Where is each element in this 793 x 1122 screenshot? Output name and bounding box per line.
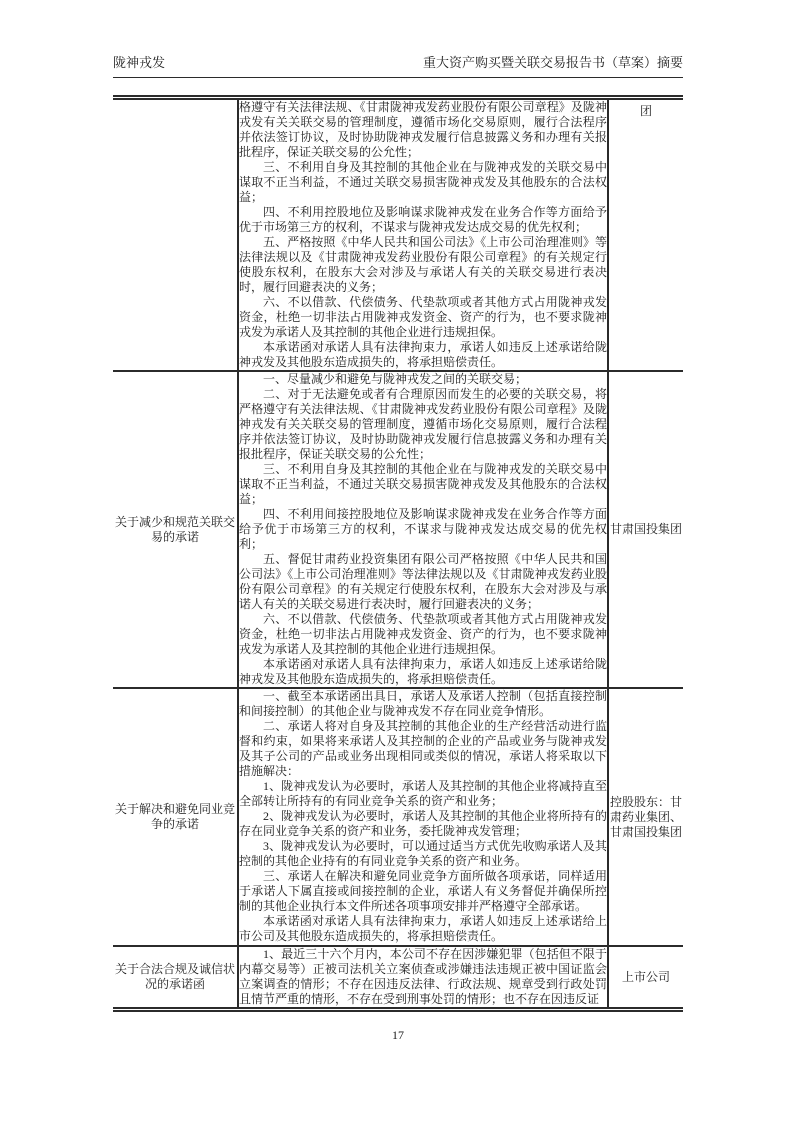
commitment-content-cell <box>238 946 608 1010</box>
header-company-short-name: 陇神戎发 <box>113 55 166 70</box>
commitment-paragraph: 2、陇神戎发认为必要时，承诺人及其控制的其他企业将所持有的存在同业竞争关系的资产和业务，委托陇神戎发管理； <box>239 809 607 838</box>
commitment-paragraph: 六、不以借款、代偿债务、代垫款项或者其他方式占用陇神戎发资金，杜绝一切非法占用陇神戎发资金、资产的行为，也不要求陇神戎发为承诺人及其控制的其他企业进行违规担保。 <box>239 295 607 339</box>
commitment-paragraph: 四、不利用间接控股地位及影响谋求陇神戎发在业务合作等方面给予优于市场第三方的权利，不谋求与陇神戎发达成交易的优先权利； <box>239 507 607 551</box>
commitment-paragraph: 本承诺函对承诺人具有法律拘束力，承诺人如违反上述承诺给陇神戎发及其他股东造成损失的，将承担赔偿责任。 <box>239 657 607 686</box>
commitment-row-horizontal-competition <box>113 688 683 946</box>
commitment-paragraph: 三、承诺人在解决和避免同业竞争方面所做各项承诺，同样适用于承诺人下属直接或间接控制的企业，承诺人有义务督促并确保所控制的其他企业执行本文件所述各项事项安排并严格遵守全部承诺。 <box>239 869 607 913</box>
commitment-paragraph: 三、不利用自身及其控制的其他企业在与陇神戎发的关联交易中谋取不正当利益，不通过关联交易损害陇神戎发及其他股东的合法权益； <box>239 462 607 506</box>
commitments-table <box>113 95 683 1012</box>
commitment-paragraph: 1、陇神戎发认为必要时，承诺人及其控制的其他企业将减持直至全部转让所持有的有同业竞争关系的资产和业务； <box>239 779 607 808</box>
commitment-paragraph: 五、督促甘肃药业投资集团有限公司严格按照《中华人民共和国公司法》《上市公司治理准则》等法律法规以及《甘肃陇神戎发药业股份有限公司章程》的有关规定行使股东权利，在股东大会对涉及与承诺人有关的关联交易进行表决时，履行回避表决的义务； <box>239 552 607 611</box>
commitment-paragraph: 一、截至本承诺函出具日，承诺人及承诺人控制（包括直接控制和间接控制）的其他企业与陇神戎发不存在同业竞争情形。 <box>239 689 607 718</box>
commitment-paragraph: 二、对于无法避免或者有合理原因而发生的必要的关联交易，将严格遵守有关法律法规、《甘肃陇神戎发药业股份有限公司章程》及陇神戎发有关关联交易的管理制度，遵循市场化交易原则，履行合法程序并依法签订协议，及时协助陇神戎发履行信息披露义务和办理有关报批程序，保证关联交易的公允性； <box>239 387 607 461</box>
commitment-label-cell <box>113 98 238 372</box>
commitment-paragraph: 六、不以借款、代偿债务、代垫款项或者其他方式占用陇神戎发资金，杜绝一切非法占用陇神戎发资金、资产的行为，也不要求陇神戎发为承诺人及其控制的其他企业进行违规担保。 <box>239 612 607 656</box>
commitment-content-cell <box>238 371 608 688</box>
commitment-row-related-transactions <box>113 371 683 688</box>
page-content-area <box>113 0 683 1043</box>
commitment-paragraph: 二、承诺人将对自身及其控制的其他企业的生产经营活动进行监督和约束，如果将来承诺人及其控制的企业的产品或业务与陇神戎发及其子公司的产品或业务出现相同或类似的情况，承诺人将采取以下措施解决： <box>239 719 607 778</box>
page-footer <box>113 1028 683 1043</box>
commitment-party-cell: 甘肃国投集团 <box>608 371 683 688</box>
commitment-paragraph: 五、严格按照《中华人民共和国公司法》《上市公司治理准则》等法律法规以及《甘肃陇神戎发药业股份有限公司章程》的有关规定行使股东权利，在股东大会对涉及与承诺人有关的关联交易进行表决时，履行回避表决的义务； <box>239 235 607 294</box>
commitment-label-cell: 关于减少和规范关联交易的承诺 <box>113 371 238 688</box>
commitment-paragraph: 本承诺函对承诺人具有法律拘束力，承诺人如违反上述承诺给陇神戎发及其他股东造成损失的，将承担赔偿责任。 <box>239 340 607 369</box>
commitment-paragraph: 3、陇神戎发认为必要时，可以通过适当方式优先收购承诺人及其控制的其他企业持有的有同业竞争关系的资产和业务。 <box>239 839 607 868</box>
commitment-paragraph: 本承诺函对承诺人具有法律拘束力，承诺人如违反上述承诺给上市公司及其他股东造成损失的，将承担赔偿责任。 <box>239 914 607 943</box>
commitment-paragraph: 一、尽量减少和避免与陇神戎发之间的关联交易； <box>263 372 528 386</box>
commitment-row-continued <box>113 98 683 372</box>
commitment-label-cell: 关于解决和避免同业竞争的承诺 <box>113 688 238 946</box>
commitment-content-cell <box>238 688 608 946</box>
commitment-row-legal-compliance <box>113 946 683 1010</box>
header-report-title: 重大资产购买暨关联交易报告书（草案）摘要 <box>422 55 683 70</box>
page-number: 17 <box>392 1028 404 1042</box>
commitment-party-cell: 控股股东：甘肃药业集团、甘肃国投集团 <box>608 688 683 946</box>
commitment-paragraph: 四、不利用控股地位及影响谋求陇神戎发在业务合作等方面给予优于市场第三方的权利，不谋求与陇神戎发达成交易的优先权利； <box>239 205 607 234</box>
running-header <box>113 0 683 78</box>
commitment-paragraph: 三、不利用自身及其控制的其他企业在与陇神戎发的关联交易中谋取不正当利益，不通过关联交易损害陇神戎发及其他股东的合法权益； <box>239 160 607 204</box>
commitment-label-cell: 关于合法合规及诚信状况的承诺函 <box>113 946 238 1010</box>
commitment-content-cell <box>238 98 608 372</box>
commitment-party-cell: 团 <box>608 98 683 372</box>
commitment-paragraph: 格遵守有关法律法规、《甘肃陇神戎发药业股份有限公司章程》及陇神戎发有关关联交易的管理制度，遵循市场化交易原则，履行合法程序并依法签订协议，及时协助陇神戎发履行信息披露义务和办理有关报批程序，保证关联交易的公允性； <box>239 100 607 159</box>
commitment-paragraph: 1、最近三十六个月内，本公司不存在因涉嫌犯罪（包括但不限于内幕交易等）正被司法机关立案侦查或涉嫌违法违规正被中国证监会立案调查的情形；不存在因违反法律、行政法规、规章受到行政处罚且情节严重的情形，不存在受到刑事处罚的情形；也不存在因违反证 <box>239 947 607 1006</box>
commitment-party-cell: 上市公司 <box>608 946 683 1010</box>
